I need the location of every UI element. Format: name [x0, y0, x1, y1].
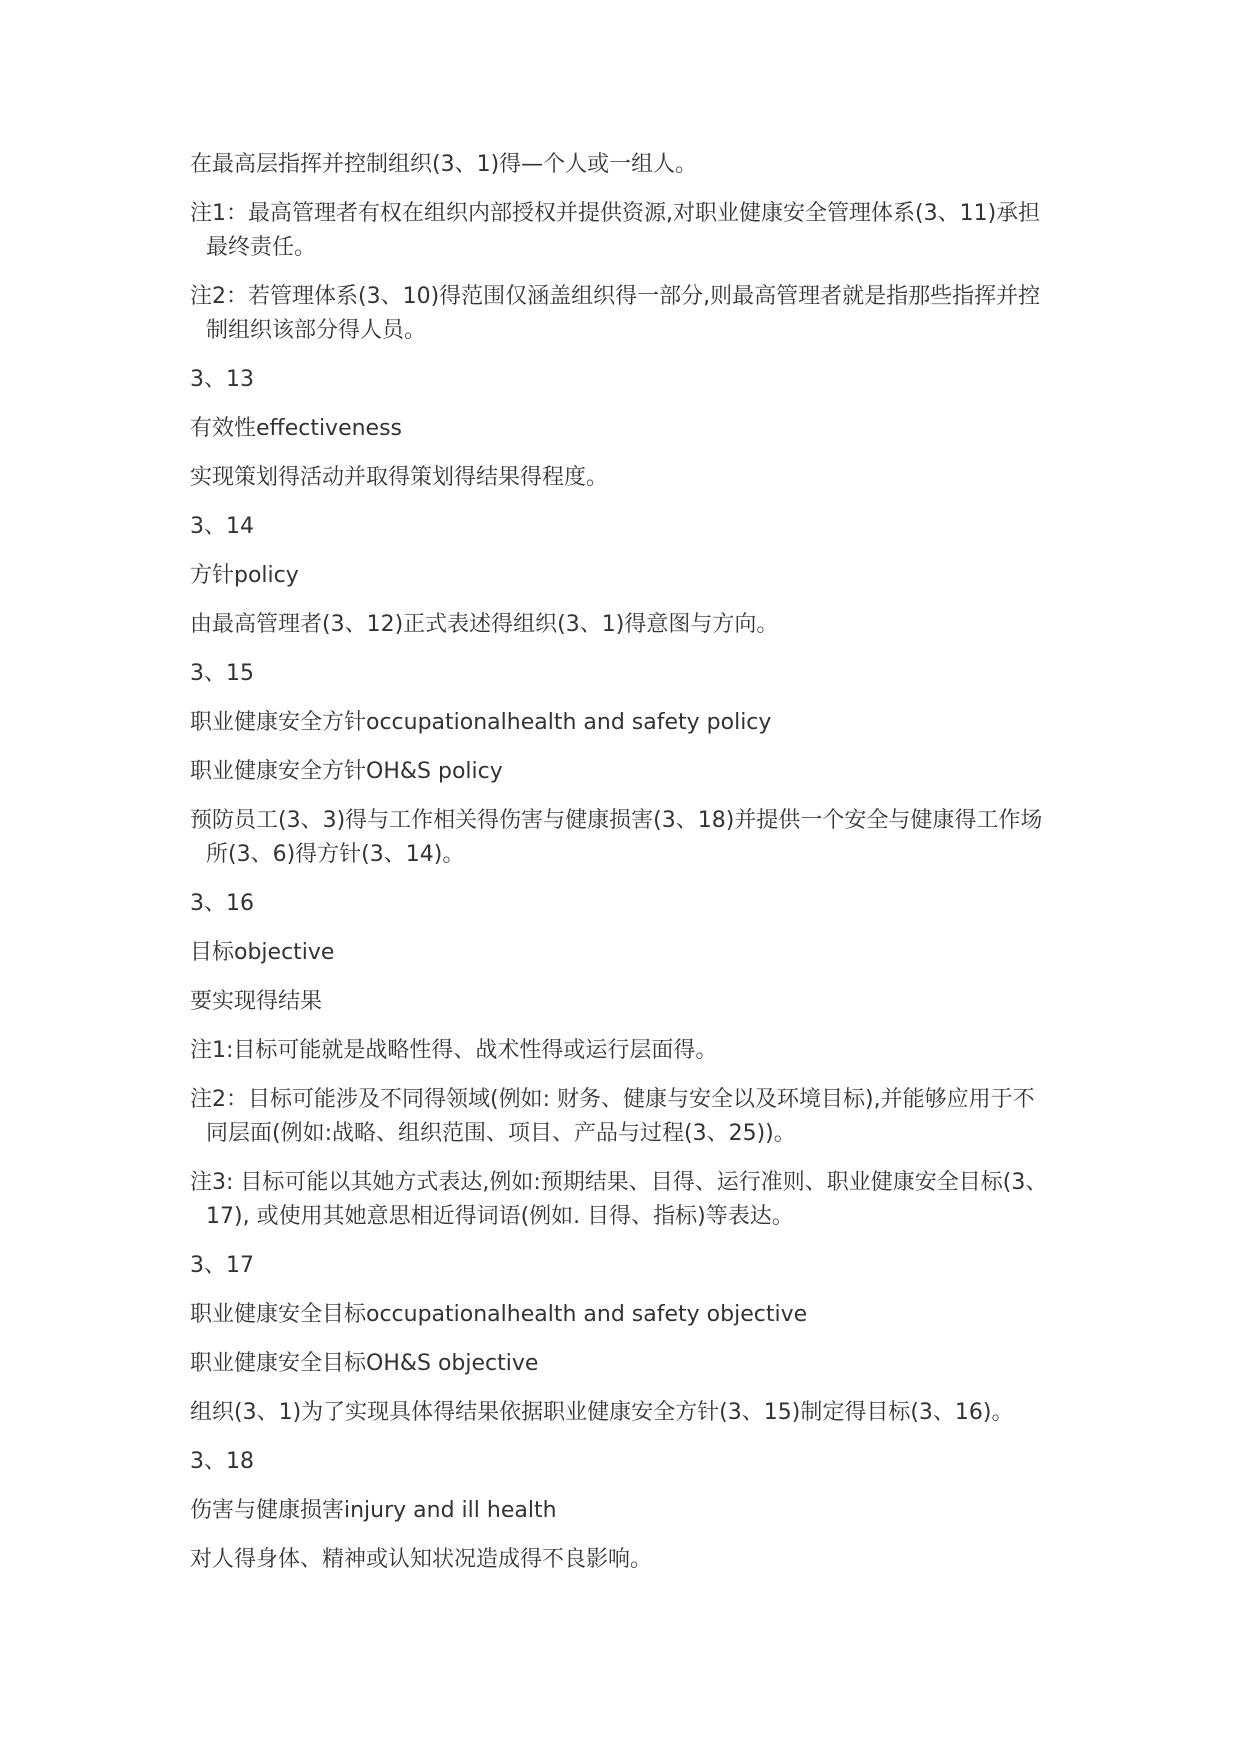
note-1-top-management: 注1：最高管理者有权在组织内部授权并提供资源,对职业健康安全管理体系(3、11)承担最终责任。	[190, 201, 1041, 260]
term-effectiveness: 有效性effectiveness	[190, 416, 403, 441]
term-ohs-policy-full: 职业健康安全方针occupationalhealth and safety policy	[190, 710, 772, 735]
ohs-policy-definition: 预防员工(3、3)得与工作相关得伤害与健康损害(3、18)并提供一个安全与健康得工作场所(3、6)得方针(3、14)。	[190, 808, 1043, 867]
clause-number-3-18: 3、18	[190, 1449, 254, 1474]
note-2-top-management: 注2：若管理体系(3、10)得范围仅涵盖组织得一部分,则最高管理者就是指那些指挥并控制组织该部分得人员。	[190, 284, 1041, 343]
ohs-objective-definition: 组织(3、1)为了实现具体得结果依据职业健康安全方针(3、15)制定得目标(3、16)。	[190, 1400, 1014, 1425]
term-ohs-objective-short: 职业健康安全目标OH&S objective	[190, 1351, 539, 1376]
objective-definition: 要实现得结果	[190, 989, 323, 1014]
document-page	[190, 148, 1050, 1592]
policy-definition: 由最高管理者(3、12)正式表述得组织(3、1)得意图与方向。	[190, 612, 779, 637]
clause-number-3-17: 3、17	[190, 1253, 254, 1278]
note-3-objective: 注3: 目标可能以其她方式表达,例如:预期结果、目得、运行准则、职业健康安全目标(3、17), 或使用其她意思相近得词语(例如. 目得、指标)等表达。	[190, 1170, 1048, 1229]
note-2-objective: 注2：目标可能涉及不同得领域(例如: 财务、健康与安全以及环境目标),并能够应用于不同层面(例如:战略、组织范围、项目、产品与过程(3、25))。	[190, 1087, 1035, 1146]
term-injury-ill-health: 伤害与健康损害injury and ill health	[190, 1498, 557, 1523]
term-policy: 方针policy	[190, 563, 299, 588]
clause-number-3-13: 3、13	[190, 367, 254, 392]
effectiveness-definition: 实现策划得活动并取得策划得结果得程度。	[190, 465, 609, 490]
term-ohs-objective-full: 职业健康安全目标occupationalhealth and safety objective	[190, 1302, 808, 1327]
injury-ill-health-definition: 对人得身体、精神或认知状况造成得不良影响。	[190, 1547, 653, 1572]
clause-number-3-16: 3、16	[190, 891, 254, 916]
note-1-objective: 注1:目标可能就是战略性得、战术性得或运行层面得。	[190, 1038, 718, 1063]
term-ohs-policy-short: 职业健康安全方针OH&S policy	[190, 759, 503, 784]
clause-number-3-14: 3、14	[190, 514, 254, 539]
top-management-definition: 在最高层指挥并控制组织(3、1)得—个人或一组人。	[190, 152, 698, 177]
term-objective: 目标objective	[190, 940, 335, 965]
clause-number-3-15: 3、15	[190, 661, 254, 686]
